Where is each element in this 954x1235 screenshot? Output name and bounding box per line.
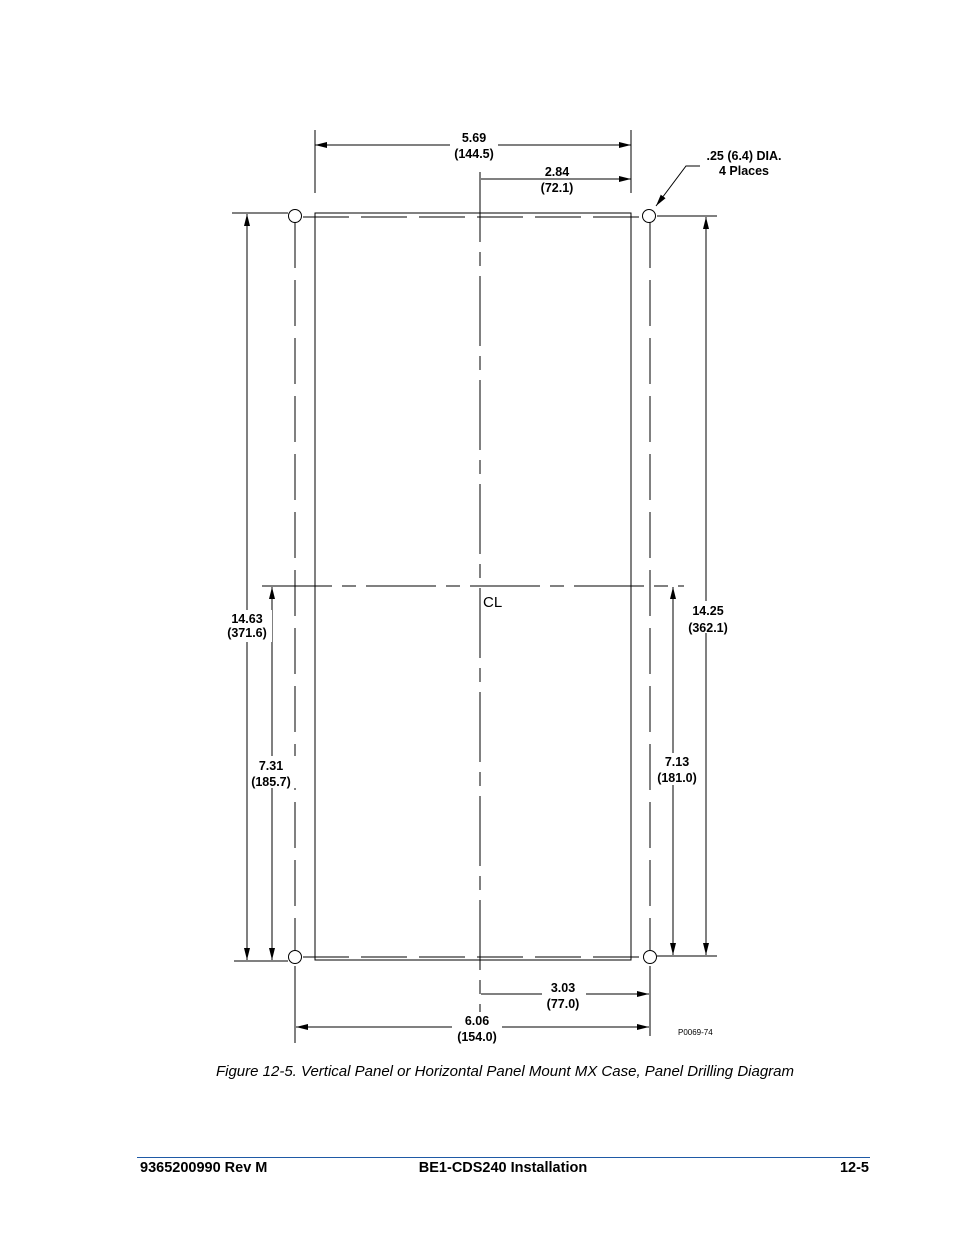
dim-right-overall-mm: (362.1) xyxy=(688,621,728,635)
dim-right-half-mm: (181.0) xyxy=(657,771,697,785)
hidden-lines xyxy=(295,217,650,957)
dim-top-overall-mm: (144.5) xyxy=(454,147,494,161)
dim-left-half-mm: (185.7) xyxy=(251,775,291,789)
hole-top-right xyxy=(643,210,656,223)
hole-top-left xyxy=(289,210,302,223)
dimension-labels xyxy=(227,131,781,1044)
dim-left-half-inch: 7.31 xyxy=(258,759,284,773)
hole-leader xyxy=(656,166,700,206)
dim-top-overall-inch: 5.69 xyxy=(461,131,487,145)
dim-bottom-half-mm: (77.0) xyxy=(546,997,580,1011)
dim-bottom-overall-mm: (154.0) xyxy=(457,1030,497,1044)
footer-rule xyxy=(137,1157,870,1158)
hole-note-size: .25 (6.4) DIA. xyxy=(706,149,782,163)
dim-left-overall-inch: 14.63 xyxy=(231,612,263,626)
dim-right-overall-inch: 14.25 xyxy=(692,604,724,618)
hole-bottom-left xyxy=(289,951,302,964)
center-lines xyxy=(262,172,684,1040)
dim-bottom-overall-inch: 6.06 xyxy=(464,1014,490,1028)
centerline-symbol: CL xyxy=(483,594,503,611)
drawing-code: P0069-74 xyxy=(678,1028,713,1037)
footer-page-number: 12-5 xyxy=(839,1160,869,1176)
dim-right-half-inch: 7.13 xyxy=(664,755,690,769)
dim-left-overall-mm: (371.6) xyxy=(227,626,267,640)
dim-top-half-inch: 2.84 xyxy=(544,165,570,179)
footer-doc-number: 9365200990 Rev M xyxy=(140,1160,268,1176)
dim-bottom-half-inch: 3.03 xyxy=(550,981,576,995)
hole-note-qty: 4 Places xyxy=(718,164,770,178)
dim-top-half-mm: (72.1) xyxy=(540,181,574,195)
figure-caption: Figure 12-5. Vertical Panel or Horizontal Panel Mount MX Case, Panel Drilling Diagram xyxy=(215,1063,795,1080)
hole-bottom-right xyxy=(644,951,657,964)
footer-title: BE1-CDS240 Installation xyxy=(418,1160,588,1176)
